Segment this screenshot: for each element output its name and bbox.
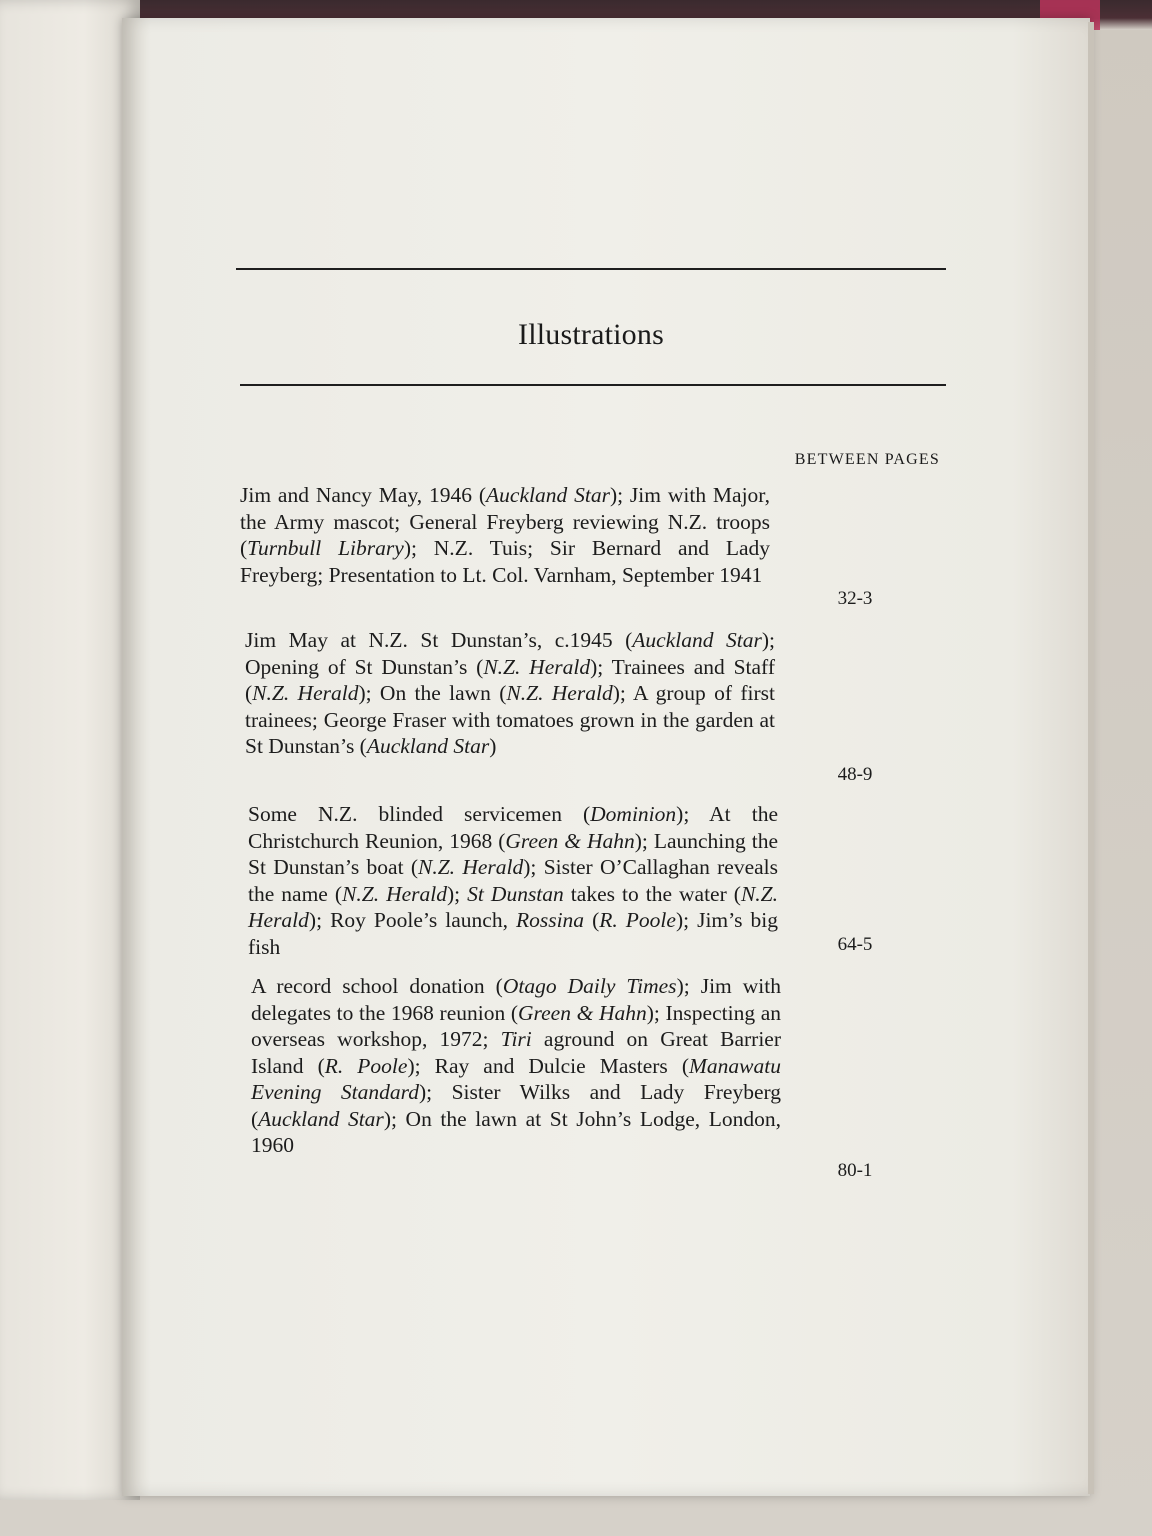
source-credit: Auckland Star <box>486 483 610 507</box>
title-rule-bottom <box>240 384 946 386</box>
source-credit: Otago Daily Times <box>502 974 677 998</box>
source-credit: N.Z. Herald <box>483 654 591 679</box>
source-credit: N.Z. Herald <box>248 881 778 932</box>
source-credit: N.Z. Herald <box>252 681 359 705</box>
source-credit: Green & Hahn <box>505 828 635 853</box>
source-credit: St Dunstan <box>467 881 564 906</box>
page-range: 32-3 <box>837 588 873 609</box>
page-range: 64-5 <box>837 934 873 955</box>
page-title: Illustrations <box>518 318 664 351</box>
page-block-edge <box>1088 22 1094 1494</box>
illustration-entry: Jim May at N.Z. St Dunstan’s, c.1945 (Auckland Star); Opening of St Dunstan’s (N.Z. Herald); Trainees and Staff (N.Z. Herald); On the lawn (N.Z. Herald); A group of first trainees; George Fraser with tomatoes grown in the garden at St Dunstan’s (Auckland Star) <box>245 628 775 758</box>
page-range: 80-1 <box>837 1160 873 1181</box>
illustration-entry: A record school donation (Otago Daily Times); Jim with delegates to the 1968 reunion (Green & Hahn); Inspecting an overseas workshop, 1972; Tiri aground on Great Barrier Island (R. Poole); Ray and Dulcie Masters (Manawatu Evening Standard); Sister Wilks and Lady Freyberg (Auckland Star); On the lawn at St John’s Lodge, London, 1960 <box>251 974 782 1157</box>
source-credit: R. Poole <box>324 1053 408 1078</box>
source-credit: Auckland Star <box>632 628 762 652</box>
source-credit: Auckland Star <box>258 1106 384 1131</box>
source-credit: Turnbull Library <box>247 536 404 560</box>
source-credit: N.Z. Herald <box>342 881 448 906</box>
source-credit: Manawatu Evening Standard <box>251 1053 781 1104</box>
source-credit: N.Z. Herald <box>506 681 613 705</box>
between-pages-header: BETWEEN PAGES <box>794 451 940 468</box>
illustration-entry: Some N.Z. blinded servicemen (Dominion); At the Christchurch Reunion, 1968 (Green & Hahn); Launching the St Dunstan’s boat (N.Z. Herald); Sister O’Callaghan reveals the name (N.Z. Herald); St Dunstan takes to the water (N.Z. Herald); Roy Poole’s launch, Rossina (R. Poole); Jim’s big fish <box>248 802 779 959</box>
left-facing-page <box>0 0 140 1500</box>
source-credit: Auckland Star <box>366 734 490 758</box>
source-credit: R. Poole <box>599 908 676 932</box>
source-credit: Tiri <box>500 1027 532 1051</box>
source-credit: Green & Hahn <box>518 1000 647 1025</box>
source-credit: Rossina <box>515 908 585 932</box>
illustration-entry: Jim and Nancy May, 1946 (Auckland Star); Jim with Major, the Army mascot; General Freyberg reviewing N.Z. troops (Turnbull Library); N.Z. Tuis; Sir Bernard and Lady Freyberg; Presentation to Lt. Col. Varnham, September 1941 <box>240 483 770 587</box>
title-rule-top <box>236 268 946 270</box>
source-credit: Dominion <box>590 802 677 826</box>
page-range: 48-9 <box>837 764 873 785</box>
source-credit: N.Z. Herald <box>418 855 524 879</box>
